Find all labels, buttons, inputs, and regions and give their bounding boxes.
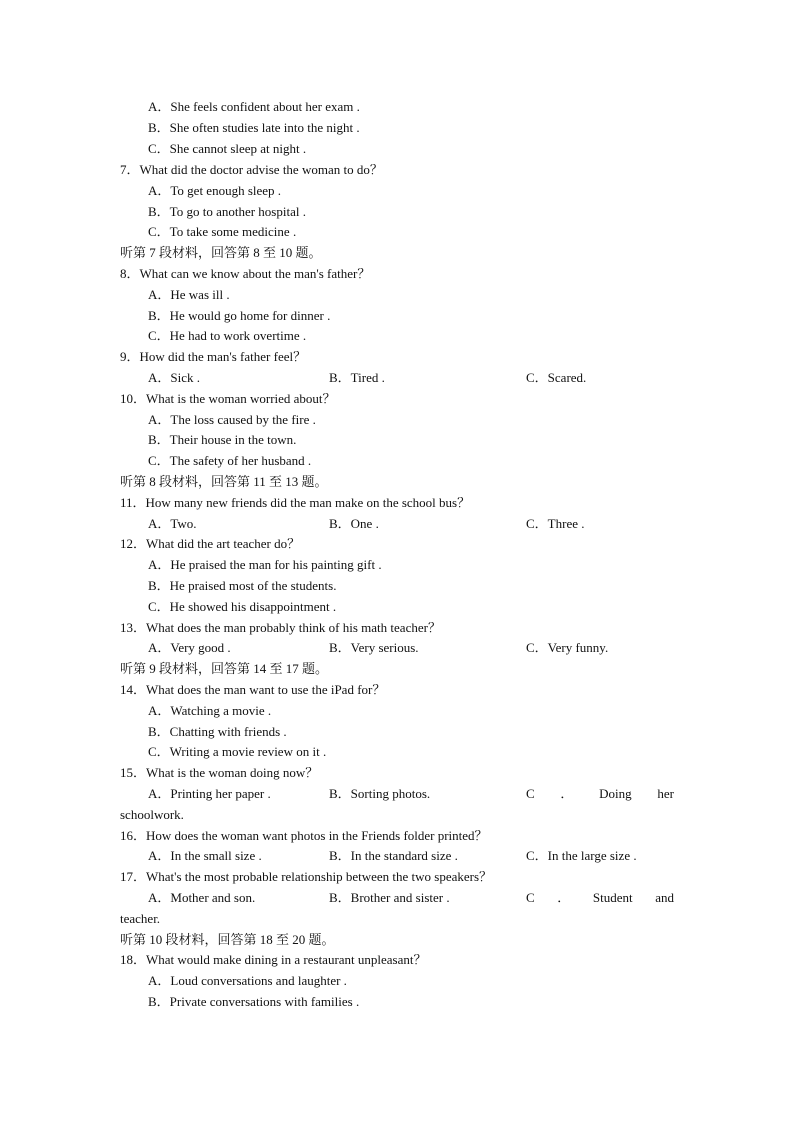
q15-option-c-letter: C	[526, 786, 535, 801]
question-14: 14．What does the man want to use the iPad for？	[120, 682, 386, 697]
q11-option-a: A．Two.	[148, 516, 197, 531]
q15-option-b: B．Sorting photos.	[329, 786, 431, 801]
q16-option-a: A．In the small size .	[148, 848, 262, 863]
question-11: 11．How many new friends did the man make on the school bus？	[120, 495, 471, 510]
q18-option-b: B．Private conversations with families .	[148, 994, 360, 1009]
q12-option-c: C．He showed his disappointment .	[148, 599, 337, 614]
question-8: 8．What can we know about the man's father？	[120, 266, 371, 281]
question-16: 16．How does the woman want photos in the Friends folder printed？	[120, 828, 488, 843]
q17-option-b: B．Brother and sister .	[329, 890, 450, 905]
q7-option-a: A．To get enough sleep .	[148, 183, 282, 198]
question-12: 12．What did the art teacher do？	[120, 536, 301, 551]
q10-option-b: B．Their house in the town.	[148, 432, 297, 447]
q6-option-b: B．She often studies late into the night .	[148, 120, 360, 135]
question-13: 13．What does the man probably think of his math teacher？	[120, 620, 441, 635]
q10-option-a: A．The loss caused by the fire .	[148, 412, 316, 427]
q9-option-c: C．Scared.	[526, 370, 587, 385]
q11-option-c: C．Three .	[526, 516, 585, 531]
question-15: 15．What is the woman doing now？	[120, 765, 319, 780]
q7-option-b: B．To go to another hospital .	[148, 204, 306, 219]
q10-option-c: C．The safety of her husband .	[148, 453, 312, 468]
q17-option-c-word2: and	[655, 890, 674, 905]
q9-option-a: A．Sick .	[148, 370, 201, 385]
q15-option-c-dot: ．	[560, 786, 574, 801]
q13-option-c: C．Very funny.	[526, 640, 609, 655]
q16-option-c: C．In the large size .	[526, 848, 637, 863]
q6-option-a: A．She feels confident about her exam .	[148, 99, 360, 114]
q6-option-c: C．She cannot sleep at night .	[148, 141, 307, 156]
question-10: 10．What is the woman worried about？	[120, 391, 336, 406]
q15-option-c	[526, 786, 674, 802]
q15-option-c-word2: her	[657, 786, 674, 801]
q15-option-c-word1: Doing	[599, 786, 632, 801]
q7-option-c: C．To take some medicine .	[148, 224, 297, 239]
section-7-heading: 听第 7 段材料，回答第 8 至 10 题。	[120, 245, 322, 260]
q8-option-c: C．He had to work overtime .	[148, 328, 307, 343]
question-17: 17．What's the most probable relationship between the two speakers？	[120, 869, 493, 884]
q17-option-c	[526, 890, 674, 906]
q14-option-a: A．Watching a movie .	[148, 703, 272, 718]
q16-option-b: B．In the standard size .	[329, 848, 458, 863]
q9-option-b: B．Tired .	[329, 370, 385, 385]
q8-option-b: B．He would go home for dinner .	[148, 308, 331, 323]
q11-option-b: B．One .	[329, 516, 379, 531]
q17-option-c-word1: Student	[592, 890, 633, 905]
q15-option-a: A．Printing her paper .	[148, 786, 271, 801]
q17-option-c-continued: teacher.	[120, 911, 161, 926]
question-9: 9．How did the man's father feel？	[120, 349, 307, 364]
q14-option-c: C．Writing a movie review on it .	[148, 744, 327, 759]
q15-option-c-continued: schoolwork.	[120, 807, 184, 822]
section-10-heading: 听第 10 段材料，回答第 18 至 20 题。	[120, 932, 335, 947]
q12-option-b: B．He praised most of the students.	[148, 578, 337, 593]
question-18: 18．What would make dining in a restaurant unpleasant？	[120, 952, 427, 967]
q13-option-a: A．Very good .	[148, 640, 231, 655]
question-7: 7．What did the doctor advise the woman to do？	[120, 162, 383, 177]
q17-option-c-dot: ．	[557, 890, 571, 905]
q13-option-b: B．Very serious.	[329, 640, 419, 655]
section-9-heading: 听第 9 段材料，回答第 14 至 17 题。	[120, 661, 329, 676]
q18-option-a: A．Loud conversations and laughter .	[148, 973, 347, 988]
q12-option-a: A．He praised the man for his painting gift .	[148, 557, 382, 572]
section-8-heading: 听第 8 段材料，回答第 11 至 13 题。	[120, 474, 328, 489]
q17-option-c-letter: C	[526, 890, 535, 905]
q14-option-b: B．Chatting with friends .	[148, 724, 287, 739]
q8-option-a: A．He was ill .	[148, 287, 230, 302]
q17-option-a: A．Mother and son.	[148, 890, 256, 905]
